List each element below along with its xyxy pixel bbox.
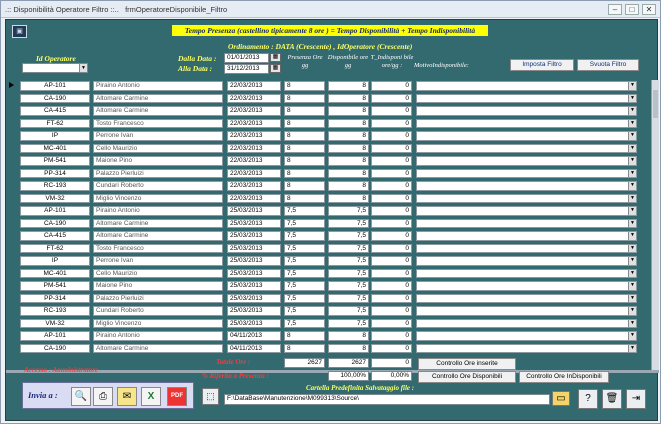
table-row[interactable] <box>6 255 651 266</box>
chevron-down-icon[interactable]: ▼ <box>628 207 636 215</box>
cell-disponibile[interactable]: 7,5 <box>328 244 369 254</box>
maximize-button[interactable]: □ <box>625 4 639 15</box>
cell-date[interactable]: 22/03/2013 <box>227 94 281 104</box>
cell-name: Piraino Antonio <box>93 206 223 216</box>
chevron-down-icon[interactable]: ▼ <box>628 282 636 290</box>
chevron-down-icon[interactable]: ▼ <box>628 157 636 165</box>
col-disponibile: Disponibile ore gg <box>327 54 369 69</box>
cell-motivo-select[interactable] <box>416 156 637 166</box>
cell-id[interactable]: MC-401 <box>20 144 90 154</box>
cell-presenza[interactable]: 7,5 <box>284 231 325 241</box>
cell-disponibile[interactable]: 8 <box>328 131 369 141</box>
cell-date[interactable]: 22/03/2013 <box>227 144 281 154</box>
vertical-scrollbar[interactable] <box>651 80 659 370</box>
form-icon: ▣ <box>12 25 27 38</box>
cell-name: Maione Pino <box>93 156 223 166</box>
chevron-down-icon[interactable]: ▼ <box>628 182 636 190</box>
table-row[interactable] <box>6 280 651 291</box>
cell-presenza[interactable]: 8 <box>284 131 325 141</box>
cell-disponibile[interactable]: 7,5 <box>328 269 369 279</box>
cell-name: Perrone Ivan <box>93 131 223 141</box>
cell-date[interactable]: 25/03/2013 <box>227 294 281 304</box>
filter-form <box>5 19 658 421</box>
cell-date[interactable]: 04/11/2013 <box>227 344 281 354</box>
cell-presenza[interactable]: 7,5 <box>284 319 325 329</box>
cell-name: Cundari Roberto <box>93 181 223 191</box>
cell-presenza[interactable]: 8 <box>284 81 325 91</box>
cell-presenza[interactable]: 8 <box>284 94 325 104</box>
cell-disponibile[interactable]: 8 <box>328 119 369 129</box>
cell-id[interactable]: AP-101 <box>20 81 90 91</box>
cell-presenza[interactable]: 7,5 <box>284 256 325 266</box>
chevron-down-icon[interactable]: ▼ <box>628 332 636 340</box>
cell-name: Piraino Antonio <box>93 331 223 341</box>
to-date-label: Alla Data : <box>178 64 213 73</box>
cell-indisponibile[interactable]: 0 <box>371 319 412 329</box>
table-row[interactable] <box>6 343 651 354</box>
chevron-down-icon[interactable]: ▼ <box>628 270 636 278</box>
check-unavailable-hours-button[interactable]: Controllo Ore InDisponibili <box>519 371 609 383</box>
cell-date[interactable]: 25/03/2013 <box>227 281 281 291</box>
delete-icon[interactable]: 🗑 <box>602 389 622 409</box>
form-name: frmOperatoreDisponibile_Filtro <box>125 5 228 14</box>
check-available-hours-button[interactable]: Controllo Ore Disponibili <box>418 371 516 383</box>
cell-indisponibile[interactable]: 0 <box>371 106 412 116</box>
cell-presenza[interactable]: 7,5 <box>284 219 325 229</box>
cell-indisponibile[interactable]: 0 <box>371 181 412 191</box>
preview-icon[interactable]: 🔍 <box>71 387 91 406</box>
table-row[interactable] <box>6 205 651 216</box>
cell-name: Altomare Carmine <box>93 219 223 229</box>
cell-id[interactable]: PM-541 <box>20 281 90 291</box>
cell-id[interactable]: PM-541 <box>20 156 90 166</box>
cell-id[interactable]: IP <box>20 256 90 266</box>
cell-motivo-select[interactable] <box>416 244 637 254</box>
cell-date[interactable]: 22/03/2013 <box>227 194 281 204</box>
cell-name: Altomare Carmine <box>93 344 223 354</box>
cell-indisponibile[interactable]: 0 <box>371 119 412 129</box>
cell-motivo-select[interactable] <box>416 169 637 179</box>
id-operator-label: Id Operatore <box>36 54 76 63</box>
cell-id[interactable]: CA-190 <box>20 94 90 104</box>
table-row[interactable] <box>6 230 651 241</box>
cell-name: Altomare Carmine <box>93 106 223 116</box>
cell-disponibile[interactable]: 7,5 <box>328 231 369 241</box>
from-date-input[interactable]: 01/01/2013 <box>224 53 269 63</box>
cell-id[interactable]: PP-314 <box>20 294 90 304</box>
table-row[interactable] <box>6 268 651 279</box>
cell-name: Cello Maurizio <box>93 144 223 154</box>
cell-disponibile[interactable]: 8 <box>328 181 369 191</box>
cell-name: Tosto Francesco <box>93 119 223 129</box>
table-row[interactable] <box>6 305 651 316</box>
cell-id[interactable]: RC-193 <box>20 181 90 191</box>
cell-id[interactable]: FT-62 <box>20 119 90 129</box>
cell-indisponibile[interactable]: 0 <box>371 269 412 279</box>
table-row[interactable] <box>6 93 651 104</box>
cell-indisponibile[interactable]: 0 <box>371 306 412 316</box>
calendar-icon[interactable]: ▦ <box>270 64 281 73</box>
cell-disponibile[interactable]: 8 <box>328 194 369 204</box>
cell-indisponibile[interactable]: 0 <box>371 169 412 179</box>
chevron-down-icon[interactable]: ▼ <box>628 107 636 115</box>
cell-presenza[interactable]: 8 <box>284 344 325 354</box>
cell-motivo-select[interactable] <box>416 306 637 316</box>
percent-indisponibile: 0,00% <box>371 371 412 381</box>
cell-name: Piraino Antonio <box>93 81 223 91</box>
chevron-down-icon[interactable]: ▼ <box>628 307 636 315</box>
cell-date[interactable]: 22/03/2013 <box>227 81 281 91</box>
cell-disponibile[interactable]: 7,5 <box>328 306 369 316</box>
total-presenza: 2627 <box>284 358 325 368</box>
table-row[interactable] <box>6 330 651 341</box>
cell-date[interactable]: 25/03/2013 <box>227 206 281 216</box>
cell-disponibile[interactable]: 8 <box>328 81 369 91</box>
chevron-down-icon[interactable]: ▼ <box>628 245 636 253</box>
check-inserted-hours-button[interactable]: Controllo Ore inserite <box>418 358 516 370</box>
cell-name: Palazzo Pierluizi <box>93 294 223 304</box>
cell-date[interactable]: 25/03/2013 <box>227 269 281 279</box>
cell-id[interactable]: VM-32 <box>20 194 90 204</box>
cell-date[interactable]: 04/11/2013 <box>227 331 281 341</box>
cell-disponibile[interactable]: 7,5 <box>328 294 369 304</box>
excel-icon[interactable]: X <box>141 387 161 406</box>
minimize-button[interactable]: – <box>608 4 622 15</box>
cell-motivo-select[interactable] <box>416 281 637 291</box>
ordering-label: Ordinamento : DATA (Crescente) , IdOperatore (Crescente) <box>228 42 413 51</box>
chevron-down-icon[interactable]: ▼ <box>628 120 636 128</box>
cell-presenza[interactable]: 8 <box>284 156 325 166</box>
cell-presenza[interactable]: 8 <box>284 144 325 154</box>
cell-motivo-select[interactable] <box>416 81 637 91</box>
help-icon[interactable]: ? <box>578 389 598 409</box>
table-row[interactable] <box>6 318 651 329</box>
cell-presenza[interactable]: 8 <box>284 181 325 191</box>
col-motivo: MotivoIndisponibile: <box>414 62 469 69</box>
cell-motivo-select[interactable] <box>416 119 637 129</box>
access-label: Accesso : Amministratore <box>24 366 99 374</box>
cell-presenza[interactable]: 7,5 <box>284 269 325 279</box>
to-date-input[interactable]: 31/12/2013 <box>224 64 269 74</box>
cell-motivo-select[interactable] <box>416 144 637 154</box>
chevron-down-icon[interactable]: ▼ <box>79 64 87 72</box>
record-selector-icon <box>9 82 14 88</box>
cell-motivo-select[interactable] <box>416 331 637 341</box>
cell-name: Altomare Carmine <box>93 231 223 241</box>
cell-motivo-select[interactable] <box>416 94 637 104</box>
cell-motivo-select[interactable] <box>416 181 637 191</box>
cell-id[interactable]: IP <box>20 131 90 141</box>
cell-name: Perrone Ivan <box>93 256 223 266</box>
cell-id[interactable]: CA-415 <box>20 106 90 116</box>
cell-indisponibile[interactable]: 0 <box>371 344 412 354</box>
cell-presenza[interactable]: 7,5 <box>284 281 325 291</box>
cell-date[interactable]: 25/03/2013 <box>227 219 281 229</box>
cell-presenza[interactable]: 8 <box>284 194 325 204</box>
table-row[interactable] <box>6 105 651 116</box>
cell-motivo-select[interactable] <box>416 294 637 304</box>
close-button[interactable]: ✕ <box>642 4 656 15</box>
cell-indisponibile[interactable]: 0 <box>371 244 412 254</box>
cell-motivo-select[interactable] <box>416 131 637 141</box>
cell-id[interactable]: VM-32 <box>20 319 90 329</box>
chevron-down-icon[interactable]: ▼ <box>628 195 636 203</box>
folder-icon[interactable]: ▭ <box>552 391 570 406</box>
chevron-down-icon[interactable]: ▼ <box>628 95 636 103</box>
cell-id[interactable]: CA-190 <box>20 344 90 354</box>
cell-presenza[interactable]: 8 <box>284 169 325 179</box>
cell-name: Tosto Francesco <box>93 244 223 254</box>
cell-motivo-select[interactable] <box>416 206 637 216</box>
cell-motivo-select[interactable] <box>416 319 637 329</box>
cell-disponibile[interactable]: 8 <box>328 344 369 354</box>
cell-disponibile[interactable]: 8 <box>328 169 369 179</box>
cell-name: Miglio Vincenzo <box>93 194 223 204</box>
table-row[interactable] <box>6 130 651 141</box>
cell-disponibile[interactable]: 8 <box>328 144 369 154</box>
table-row[interactable] <box>6 180 651 191</box>
cell-name: Altomare Carmine <box>93 94 223 104</box>
chevron-down-icon[interactable]: ▼ <box>628 257 636 265</box>
cell-indisponibile[interactable]: 0 <box>371 231 412 241</box>
table-row[interactable] <box>6 293 651 304</box>
chevron-down-icon[interactable]: ▼ <box>628 345 636 353</box>
send-to-label: Invia a : <box>28 390 58 400</box>
cell-disponibile[interactable]: 8 <box>328 94 369 104</box>
cell-presenza[interactable]: 8 <box>284 331 325 341</box>
chevron-down-icon[interactable]: ▼ <box>628 170 636 178</box>
cell-indisponibile[interactable]: 0 <box>371 81 412 91</box>
cell-motivo-select[interactable] <box>416 194 637 204</box>
cell-date[interactable]: 25/03/2013 <box>227 231 281 241</box>
cell-indisponibile[interactable]: 0 <box>371 256 412 266</box>
cell-presenza[interactable]: 7,5 <box>284 206 325 216</box>
cell-motivo-select[interactable] <box>416 219 637 229</box>
clear-filter-button[interactable]: Svuota Filtro <box>577 59 639 71</box>
mail-icon[interactable]: ✉ <box>117 387 137 406</box>
cell-date[interactable]: 22/03/2013 <box>227 181 281 191</box>
col-indisponibile: T_Indisponi bile ore/gg : <box>370 54 414 69</box>
cell-name: Miglio Vincenzo <box>93 319 223 329</box>
cell-disponibile[interactable]: 7,5 <box>328 219 369 229</box>
cell-presenza[interactable]: 8 <box>284 119 325 129</box>
cell-disponibile[interactable]: 8 <box>328 156 369 166</box>
cell-disponibile[interactable]: 7,5 <box>328 256 369 266</box>
col-presenza: Presenza Ore gg <box>287 54 323 69</box>
from-date-label: Dalla Data : <box>178 54 217 63</box>
chevron-down-icon[interactable]: ▼ <box>628 82 636 90</box>
cell-disponibile[interactable]: 7,5 <box>328 319 369 329</box>
cell-id[interactable]: MC-401 <box>20 269 90 279</box>
cell-id[interactable]: AP-101 <box>20 206 90 216</box>
pdf-icon[interactable]: PDF <box>167 387 187 406</box>
cell-indisponibile[interactable]: 0 <box>371 219 412 229</box>
table-row[interactable] <box>6 80 651 91</box>
cell-motivo-select[interactable] <box>416 344 637 354</box>
cell-indisponibile[interactable]: 0 <box>371 131 412 141</box>
cell-disponibile[interactable]: 8 <box>328 106 369 116</box>
calendar-icon[interactable]: ▦ <box>270 53 281 62</box>
cell-date[interactable]: 22/03/2013 <box>227 156 281 166</box>
window-title: .:: Disponibilità Operatore Filtro ::.. <box>5 5 119 14</box>
table-row[interactable] <box>6 193 651 204</box>
table-row[interactable] <box>6 243 651 254</box>
cell-name: Maione Pino <box>93 281 223 291</box>
chevron-down-icon[interactable]: ▼ <box>628 295 636 303</box>
chevron-down-icon[interactable]: ▼ <box>628 132 636 140</box>
chevron-down-icon[interactable]: ▼ <box>628 220 636 228</box>
chevron-down-icon[interactable]: ▼ <box>628 145 636 153</box>
table-row[interactable] <box>6 218 651 229</box>
cell-id[interactable]: CA-415 <box>20 231 90 241</box>
cell-date[interactable]: 22/03/2013 <box>227 131 281 141</box>
cell-id[interactable]: PP-314 <box>20 169 90 179</box>
apply-filter-button[interactable]: Imposta Filtro <box>510 59 574 71</box>
cell-name: Palazzo Pierluizi <box>93 169 223 179</box>
cell-presenza[interactable]: 7,5 <box>284 294 325 304</box>
cell-indisponibile[interactable]: 0 <box>371 281 412 291</box>
cell-id[interactable]: RC-193 <box>20 306 90 316</box>
cell-name: Cello Maurizio <box>93 269 223 279</box>
percent-label: % Riferito a Presenza : <box>202 372 269 380</box>
cell-indisponibile[interactable]: 0 <box>371 94 412 104</box>
cell-indisponibile[interactable]: 0 <box>371 294 412 304</box>
cell-presenza[interactable]: 7,5 <box>284 244 325 254</box>
table-row[interactable] <box>6 143 651 154</box>
cell-date[interactable]: 22/03/2013 <box>227 119 281 129</box>
folder-label: Cartella Predefinita Salvataggio file : <box>306 384 415 392</box>
title-bar <box>1 1 660 18</box>
total-indisponibile: 0 <box>371 358 412 368</box>
cell-motivo-select[interactable] <box>416 106 637 116</box>
cell-motivo-select[interactable] <box>416 256 637 266</box>
cell-disponibile[interactable]: 8 <box>328 331 369 341</box>
chevron-down-icon[interactable]: ▼ <box>628 320 636 328</box>
table-row[interactable] <box>6 168 651 179</box>
table-row[interactable] <box>6 155 651 166</box>
cell-disponibile[interactable]: 7,5 <box>328 281 369 291</box>
cell-date[interactable]: 25/03/2013 <box>227 306 281 316</box>
send-to-panel <box>22 382 194 409</box>
id-operator-select[interactable] <box>22 63 88 73</box>
cell-id[interactable]: AP-101 <box>20 331 90 341</box>
cell-disponibile[interactable]: 7,5 <box>328 206 369 216</box>
cell-indisponibile[interactable]: 0 <box>371 156 412 166</box>
cell-indisponibile[interactable]: 0 <box>371 194 412 204</box>
cell-indisponibile[interactable]: 0 <box>371 206 412 216</box>
percent-disponibile: 100,00% <box>328 371 369 381</box>
cell-presenza[interactable]: 7,5 <box>284 306 325 316</box>
cell-date[interactable]: 22/03/2013 <box>227 169 281 179</box>
cell-indisponibile[interactable]: 0 <box>371 331 412 341</box>
records-grid <box>6 80 651 370</box>
totals-label: Totale Ore : <box>216 358 251 366</box>
printer-icon[interactable]: ⎙ <box>93 387 113 406</box>
cell-indisponibile[interactable]: 0 <box>371 144 412 154</box>
cell-name: Cundari Roberto <box>93 306 223 316</box>
cell-date[interactable]: 25/03/2013 <box>227 319 281 329</box>
cell-motivo-select[interactable] <box>416 231 637 241</box>
folder-path-input[interactable]: F:\DataBase\Manutenzione\M099313\Source\ <box>224 394 550 405</box>
cell-date[interactable]: 22/03/2013 <box>227 106 281 116</box>
save-file-icon[interactable]: ⬚ <box>202 388 219 405</box>
info-banner: Tempo Presenza (castellino tipicamente 8 ore ) = Tempo Disponibilità + Tempo Indisponibilità <box>172 25 488 36</box>
cell-id[interactable]: FT-62 <box>20 244 90 254</box>
cell-date[interactable]: 25/03/2013 <box>227 256 281 266</box>
cell-date[interactable]: 25/03/2013 <box>227 244 281 254</box>
chevron-down-icon[interactable]: ▼ <box>628 232 636 240</box>
exit-icon[interactable]: ⇥ <box>626 389 646 409</box>
cell-presenza[interactable]: 8 <box>284 106 325 116</box>
cell-id[interactable]: CA-190 <box>20 219 90 229</box>
table-row[interactable] <box>6 118 651 129</box>
cell-motivo-select[interactable] <box>416 269 637 279</box>
total-disponibile: 2627 <box>328 358 369 368</box>
